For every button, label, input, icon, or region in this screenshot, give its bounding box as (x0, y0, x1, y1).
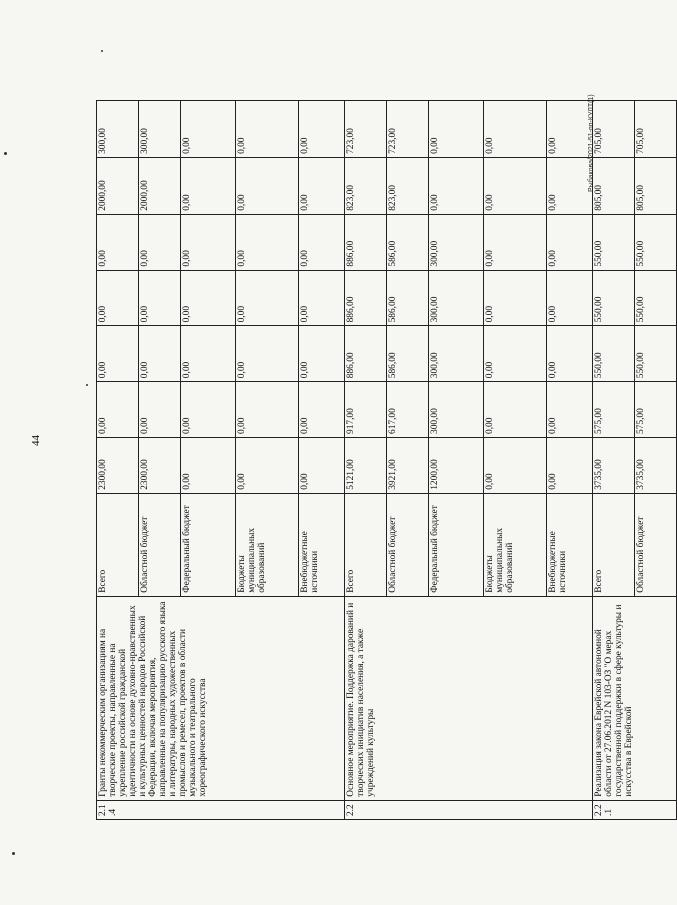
amount-cell: 0,00 (181, 382, 236, 438)
amount-cell: 0,00 (97, 270, 139, 326)
amount-cell: 823,00 (387, 157, 429, 214)
amount-cell: 0,00 (484, 270, 547, 326)
amount-cell: 0,00 (547, 326, 593, 382)
amount-cell: 300,00 (429, 270, 484, 326)
amount-cell: 0,00 (236, 270, 299, 326)
funding-source: Областной бюджет (139, 493, 181, 596)
amount-cell: 0,00 (429, 157, 484, 214)
budget-table (96, 100, 677, 820)
amount-cell: 2000,00 (97, 157, 139, 214)
item-code-part: 2.2 (346, 804, 356, 816)
amount-cell: 0,00 (236, 382, 299, 438)
item-name: Реализация закона Еврейской автономной области от 27.06.2012 N 103-ОЗ "О мерах государственной поддержки в сфере культуры и искусства в Еврейской (593, 596, 677, 800)
amount-cell: 0,00 (236, 157, 299, 214)
amount-cell: 0,00 (181, 101, 236, 158)
amount-cell: 0,00 (484, 214, 547, 270)
scan-speck (12, 852, 15, 855)
item-code-part: 2.1 (98, 804, 108, 816)
amount-cell: 0,00 (299, 270, 345, 326)
amount-cell: 0,00 (299, 437, 345, 493)
amount-cell: 0,00 (299, 157, 345, 214)
funding-source: Федеральный бюджет (429, 493, 484, 596)
amount-cell: 3921,00 (387, 437, 429, 493)
amount-cell: 617,00 (387, 382, 429, 438)
amount-cell: 3735,00 (635, 437, 677, 493)
funding-source: Областной бюджет (387, 493, 429, 596)
amount-cell: 705,00 (635, 101, 677, 158)
amount-cell: 0,00 (547, 437, 593, 493)
amount-cell: 886,00 (345, 270, 387, 326)
item-code (97, 800, 345, 819)
amount-cell: 2300,00 (97, 437, 139, 493)
amount-cell: 0,00 (484, 101, 547, 158)
funding-source: Бюджеты муниципальных образований (484, 493, 547, 596)
funding-source: Областной бюджет (635, 493, 677, 596)
funding-source: Внебюджетные источники (299, 493, 345, 596)
amount-cell: 0,00 (236, 437, 299, 493)
amount-cell: 586,00 (387, 326, 429, 382)
amount-cell: 0,00 (236, 214, 299, 270)
item-code-part: 2.2 (594, 804, 604, 816)
amount-cell: 0,00 (139, 270, 181, 326)
amount-cell: 917,00 (345, 382, 387, 438)
amount-cell: 0,00 (299, 214, 345, 270)
amount-cell: 586,00 (387, 270, 429, 326)
amount-cell: 0,00 (181, 270, 236, 326)
amount-cell: 723,00 (345, 101, 387, 158)
amount-cell: 0,00 (547, 270, 593, 326)
amount-cell: 0,00 (547, 101, 593, 158)
amount-cell: 0,00 (299, 326, 345, 382)
item-code-part: .4 (107, 808, 118, 816)
funding-source: Всего (97, 493, 139, 596)
amount-cell: 705,00 (593, 101, 635, 158)
amount-cell: 550,00 (593, 214, 635, 270)
amount-cell: 0,00 (299, 382, 345, 438)
amount-cell: 550,00 (593, 326, 635, 382)
amount-cell: 0,00 (484, 157, 547, 214)
amount-cell: 0,00 (547, 214, 593, 270)
amount-cell: 886,00 (345, 326, 387, 382)
amount-cell: 300,00 (429, 326, 484, 382)
item-code-part: .1 (603, 808, 614, 816)
amount-cell: 0,00 (236, 101, 299, 158)
amount-cell: 0,00 (181, 214, 236, 270)
scan-speck (101, 50, 103, 52)
amount-cell: 0,00 (181, 157, 236, 214)
amount-cell: 300,00 (429, 382, 484, 438)
amount-cell: 550,00 (593, 270, 635, 326)
amount-cell: 0,00 (181, 326, 236, 382)
amount-cell: 886,00 (345, 214, 387, 270)
table-row (593, 101, 635, 820)
amount-cell: 2000,00 (139, 157, 181, 214)
amount-cell: 0,00 (299, 101, 345, 158)
item-code (593, 800, 677, 819)
amount-cell: 0,00 (484, 326, 547, 382)
amount-cell: 3735,00 (593, 437, 635, 493)
amount-cell: 0,00 (429, 101, 484, 158)
table-row (97, 101, 139, 820)
amount-cell: 723,00 (387, 101, 429, 158)
amount-cell: 586,00 (387, 214, 429, 270)
amount-cell: 300,00 (429, 214, 484, 270)
amount-cell: 550,00 (635, 214, 677, 270)
amount-cell: 550,00 (635, 270, 677, 326)
amount-cell: 300,00 (139, 101, 181, 158)
amount-cell: 0,00 (484, 437, 547, 493)
page-number: 44 (30, 435, 42, 446)
amount-cell: 0,00 (181, 437, 236, 493)
amount-cell: 0,00 (547, 382, 593, 438)
funding-source: Всего (345, 493, 387, 596)
amount-cell: 1200,00 (429, 437, 484, 493)
amount-cell: 0,00 (236, 326, 299, 382)
item-name: Гранты некоммерческим организациям на творческие проекты, направленные на укрепление российской гражданской идентичности на основе духовно-нравственных и культурных ценностей народов Российской Федерации, включая мероприятия, направленные на популяризацию русского языка и литературы, народных художественных промыслов и ремесел, проектов в области музыкального и театрального хореографического искусства (97, 596, 345, 800)
amount-cell: 0,00 (97, 326, 139, 382)
amount-cell: 550,00 (635, 326, 677, 382)
amount-cell: 5121,00 (345, 437, 387, 493)
amount-cell: 2300,00 (139, 437, 181, 493)
amount-cell: 575,00 (593, 382, 635, 438)
amount-cell: 805,00 (635, 157, 677, 214)
table-body (97, 101, 677, 820)
amount-cell: 0,00 (139, 326, 181, 382)
funding-source: Федеральный бюджет (181, 493, 236, 596)
scan-speck (4, 152, 7, 155)
funding-source: Бюджеты муниципальных образований (236, 493, 299, 596)
amount-cell: 300,00 (97, 101, 139, 158)
funding-source: Внебюджетные источники (547, 493, 593, 596)
amount-cell: 823,00 (345, 157, 387, 214)
item-name: Основное мероприятие. Поддержка дарований и творческих инициатив населения, а также учреждений культуры (345, 596, 593, 800)
amount-cell: 0,00 (484, 382, 547, 438)
scan-speck (86, 384, 88, 386)
amount-cell: 0,00 (97, 214, 139, 270)
amount-cell: 0,00 (97, 382, 139, 438)
table-row (345, 101, 387, 820)
amount-cell: 0,00 (547, 157, 593, 214)
document-code: Рыбакова/2021-51-пп-КУЛТ(1) (588, 94, 595, 192)
amount-cell: 0,00 (139, 382, 181, 438)
amount-cell: 805,00 (593, 157, 635, 214)
amount-cell: 0,00 (139, 214, 181, 270)
amount-cell: 575,00 (635, 382, 677, 438)
funding-source: Всего (593, 493, 635, 596)
item-code (345, 800, 593, 819)
